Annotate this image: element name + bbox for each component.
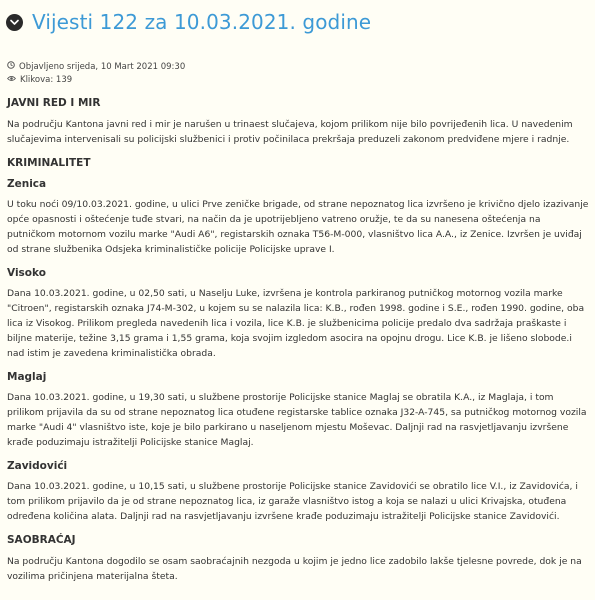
chevron-down-icon[interactable] [6, 14, 23, 31]
section-heading-javni-red: JAVNI RED I MIR [7, 97, 101, 109]
clock-icon [7, 61, 19, 74]
eye-icon [7, 74, 20, 87]
paragraph-maglaj: Dana 10.03.2021. godine, u 19,30 sati, u službene prostorije Policijske stanice Maglaj se obratila K.A., iz Maglaja, i tom prilikom prijavila da su od strane nepoznatog lica otuđene registarske tablice oznaka J32-A-745, sa putničkog motornog vozila marke "Audi 4" vlasništvo iste, koje je bilo parkirano u naseljenom mjestu Moševac. Daljnji rad na rasvjetljavanju izvršene krađe poduzimaju istražitelji Policijske stanice Maglaj. [7, 392, 587, 448]
paragraph-zavidovici: Dana 10.03.2021. godine, u 10,15 sati, u službene prostorije Policijske stanice Zavidovići se obratilo lice V.I., iz Zavidovića, i tom prilikom prijavilo da je od strane nepoznatog lica, iz garaže vlasništvo istog a koja se nalazi u ulici Krivajska, otuđena određena količina alata. Daljnji rad na rasvjetljavanju izvršene krađe poduzimaju istražitelji Policijske stanice Zavidovići. [7, 481, 578, 522]
clicks-count: Klikova: 139 [20, 75, 73, 85]
city-heading-visoko: Visoko [7, 267, 46, 279]
city-heading-zavidovici: Zavidovići [7, 460, 68, 472]
article-header [6, 10, 591, 34]
published-date: Objavljeno srijeda, 10 Mart 2021 09:30 [19, 62, 186, 72]
article-meta [7, 61, 185, 87]
section-heading-saobracaj: SAOBRAĆAJ [7, 534, 76, 546]
paragraph-javni-red: Na području Kantona javni red i mir je narušen u trinaest slučajeva, kojom prilikom nije bilo povrijeđenih lica. U navedenim slučajevima intervenisali su policijski službenici i protiv počinilaca prekršaja preduzeli zakonom predviđene mjere i radnje. [7, 119, 573, 145]
paragraph-zenica: U toku noći 09/10.03.2021. godine, u ulici Prve zeničke brigade, od strane nepoznatog lica izvršeno je krivično djelo izazivanje opće opasnosti i oštećenje tuđe stvari, na način da je upotrijebljeno vatreno oružje, te da su nanesena oštećenja na putničkom motornom vozilu marke "Audi A6", registarskih oznaka T56-M-000, vlasništvo lica A.A., iz Zenice. Izvršen je uviđaj od strane službenika Odsjeka kriminalističke policije Policijske uprave I. [7, 199, 589, 255]
paragraph-visoko: Dana 10.03.2021. godine, u 02,50 sati, u Naselju Luke, izvršena je kontrola parkiranog putničkog motornog vozila marke "Citroen", registarskih oznaka J74-M-302, u kojem su se nalazila lica: K.B., rođen 1998. godine i S.E., rođen 1990. godine, oba lica iz Visokog. Prilikom pregleda navedenih lica i vozila, lice K.B. je službenicima policije predalo dva sadržaja praškaste i biljne materije, težine 3,15 grama i 1,55 grama, koja svojim izgledom asocira na opojnu drogu. Lice K.B. je lišeno slobode.i nad istim je zavedena kriminalistička obrada. [7, 288, 585, 359]
city-heading-zenica: Zenica [7, 178, 47, 190]
section-heading-kriminalitet: KRIMINALITET [7, 157, 91, 169]
paragraph-saobracaj: Na području Kantona dogodilo se osam saobraćajnih nezgoda u kojim je jedno lice zadobilo lakše tjelesne povrede, dok je na vozilima pričinjena materijalna šteta. [7, 556, 582, 582]
clicks-row [7, 74, 185, 87]
page-title[interactable]: Vijesti 122 za 10.03.2021. godine [32, 10, 372, 34]
article-body [7, 96, 590, 593]
published-row [7, 61, 185, 74]
city-heading-maglaj: Maglaj [7, 371, 47, 383]
